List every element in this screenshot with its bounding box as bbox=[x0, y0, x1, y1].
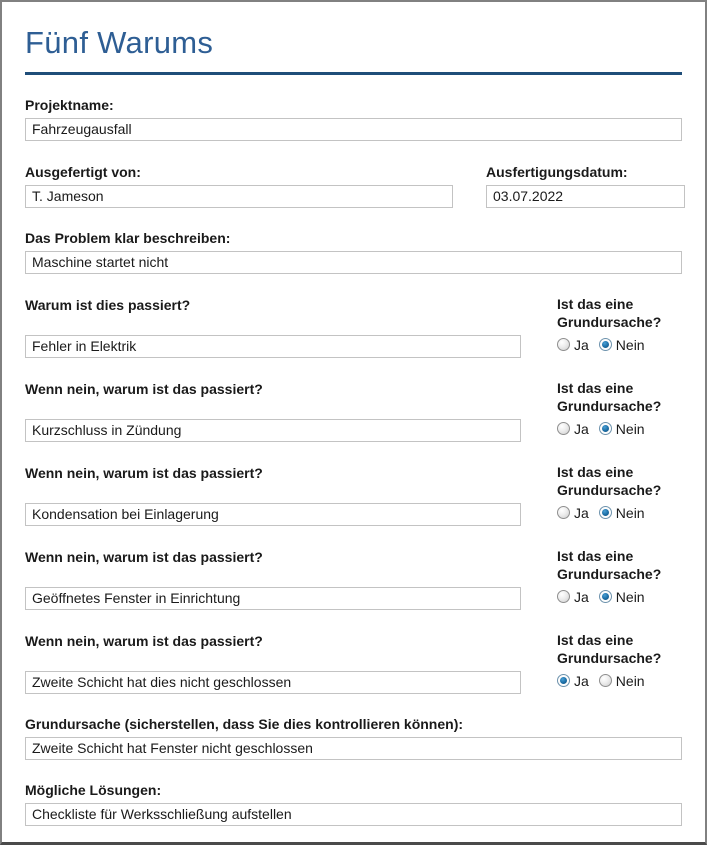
root-cause-question-line1: Ist das eine bbox=[557, 547, 634, 564]
radio-nein-label: Nein bbox=[615, 672, 645, 689]
radio-ja-label: Ja bbox=[574, 336, 589, 353]
field-projektname bbox=[25, 96, 682, 141]
problem-input[interactable] bbox=[25, 251, 682, 274]
why-1-question-label: Warum ist dies passiert? bbox=[25, 296, 191, 313]
root-cause-question-line1: Ist das eine bbox=[557, 631, 634, 648]
why-3-input[interactable] bbox=[25, 503, 521, 526]
why-2-input[interactable] bbox=[25, 419, 521, 442]
radio-nein-icon[interactable] bbox=[599, 674, 612, 687]
radio-nein-label: Nein bbox=[615, 336, 645, 353]
radio-option-ja[interactable] bbox=[557, 505, 589, 521]
radio-option-nein[interactable] bbox=[599, 505, 645, 521]
radio-nein-label: Nein bbox=[615, 588, 645, 605]
field-ausfertigungsdatum bbox=[486, 163, 685, 208]
projektname-input[interactable] bbox=[25, 118, 682, 141]
radio-option-ja[interactable] bbox=[557, 337, 589, 353]
why-block-2 bbox=[25, 379, 682, 442]
why-block-5 bbox=[25, 631, 682, 694]
why-4-root-cause-radio-group bbox=[557, 589, 685, 605]
why-block-1 bbox=[25, 295, 682, 358]
root-cause-question-line1: Ist das eine bbox=[557, 295, 634, 312]
author-date-row bbox=[25, 163, 682, 208]
radio-ja-label: Ja bbox=[574, 588, 589, 605]
grundursache-input[interactable] bbox=[25, 737, 682, 760]
root-cause-question-label bbox=[557, 631, 685, 667]
root-cause-question-label bbox=[557, 547, 685, 583]
radio-nein-icon[interactable] bbox=[599, 506, 612, 519]
root-cause-question-line2: Grundursache? bbox=[557, 481, 662, 498]
radio-option-nein[interactable] bbox=[599, 337, 645, 353]
radio-ja-icon[interactable] bbox=[557, 506, 570, 519]
radio-ja-icon[interactable] bbox=[557, 674, 570, 687]
radio-option-nein[interactable] bbox=[599, 589, 645, 605]
radio-nein-label: Nein bbox=[615, 504, 645, 521]
why-4-question-label: Wenn nein, warum ist das passiert? bbox=[25, 548, 263, 565]
ausgefertigt-von-label: Ausgefertigt von: bbox=[25, 163, 141, 180]
root-cause-question-label bbox=[557, 295, 685, 331]
root-cause-question-line2: Grundursache? bbox=[557, 565, 662, 582]
radio-option-nein[interactable] bbox=[599, 673, 645, 689]
radio-nein-icon[interactable] bbox=[599, 422, 612, 435]
page-title: Fünf Warums bbox=[25, 25, 214, 60]
projektname-label: Projektname: bbox=[25, 96, 114, 113]
why-1-root-cause-radio-group bbox=[557, 337, 685, 353]
radio-nein-icon[interactable] bbox=[599, 590, 612, 603]
radio-option-nein[interactable] bbox=[599, 421, 645, 437]
root-cause-question-line1: Ist das eine bbox=[557, 379, 634, 396]
radio-option-ja[interactable] bbox=[557, 421, 589, 437]
root-cause-question-line2: Grundursache? bbox=[557, 397, 662, 414]
field-ausgefertigt-von bbox=[25, 163, 453, 208]
radio-ja-icon[interactable] bbox=[557, 338, 570, 351]
radio-ja-icon[interactable] bbox=[557, 590, 570, 603]
ausfertigungsdatum-input[interactable] bbox=[486, 185, 685, 208]
why-2-root-cause-radio-group bbox=[557, 421, 685, 437]
radio-option-ja[interactable] bbox=[557, 673, 589, 689]
radio-ja-label: Ja bbox=[574, 504, 589, 521]
five-whys-form bbox=[2, 2, 705, 826]
why-3-question-label: Wenn nein, warum ist das passiert? bbox=[25, 464, 263, 481]
radio-nein-icon[interactable] bbox=[599, 338, 612, 351]
why-5-root-cause-radio-group bbox=[557, 673, 685, 689]
root-cause-question-line1: Ist das eine bbox=[557, 463, 634, 480]
root-cause-question-label bbox=[557, 463, 685, 499]
ausgefertigt-von-input[interactable] bbox=[25, 185, 453, 208]
grundursache-label: Grundursache (sicherstellen, dass Sie dies kontrollieren können): bbox=[25, 715, 464, 732]
problem-label: Das Problem klar beschreiben: bbox=[25, 229, 231, 246]
root-cause-question-line2: Grundursache? bbox=[557, 313, 662, 330]
field-loesungen bbox=[25, 781, 682, 826]
why-4-input[interactable] bbox=[25, 587, 521, 610]
radio-ja-label: Ja bbox=[574, 672, 589, 689]
title-divider bbox=[25, 72, 682, 75]
radio-option-ja[interactable] bbox=[557, 589, 589, 605]
field-problem bbox=[25, 229, 682, 274]
why-3-root-cause-radio-group bbox=[557, 505, 685, 521]
radio-nein-label: Nein bbox=[615, 420, 645, 437]
why-1-input[interactable] bbox=[25, 335, 521, 358]
loesungen-input[interactable] bbox=[25, 803, 682, 826]
why-5-question-label: Wenn nein, warum ist das passiert? bbox=[25, 632, 263, 649]
root-cause-question-line2: Grundursache? bbox=[557, 649, 662, 666]
root-cause-question-label bbox=[557, 379, 685, 415]
ausfertigungsdatum-label: Ausfertigungsdatum: bbox=[486, 163, 628, 180]
why-block-3 bbox=[25, 463, 682, 526]
radio-ja-label: Ja bbox=[574, 420, 589, 437]
why-5-input[interactable] bbox=[25, 671, 521, 694]
why-block-4 bbox=[25, 547, 682, 610]
why-2-question-label: Wenn nein, warum ist das passiert? bbox=[25, 380, 263, 397]
loesungen-label: Mögliche Lösungen: bbox=[25, 781, 162, 798]
field-grundursache bbox=[25, 715, 682, 760]
radio-ja-icon[interactable] bbox=[557, 422, 570, 435]
